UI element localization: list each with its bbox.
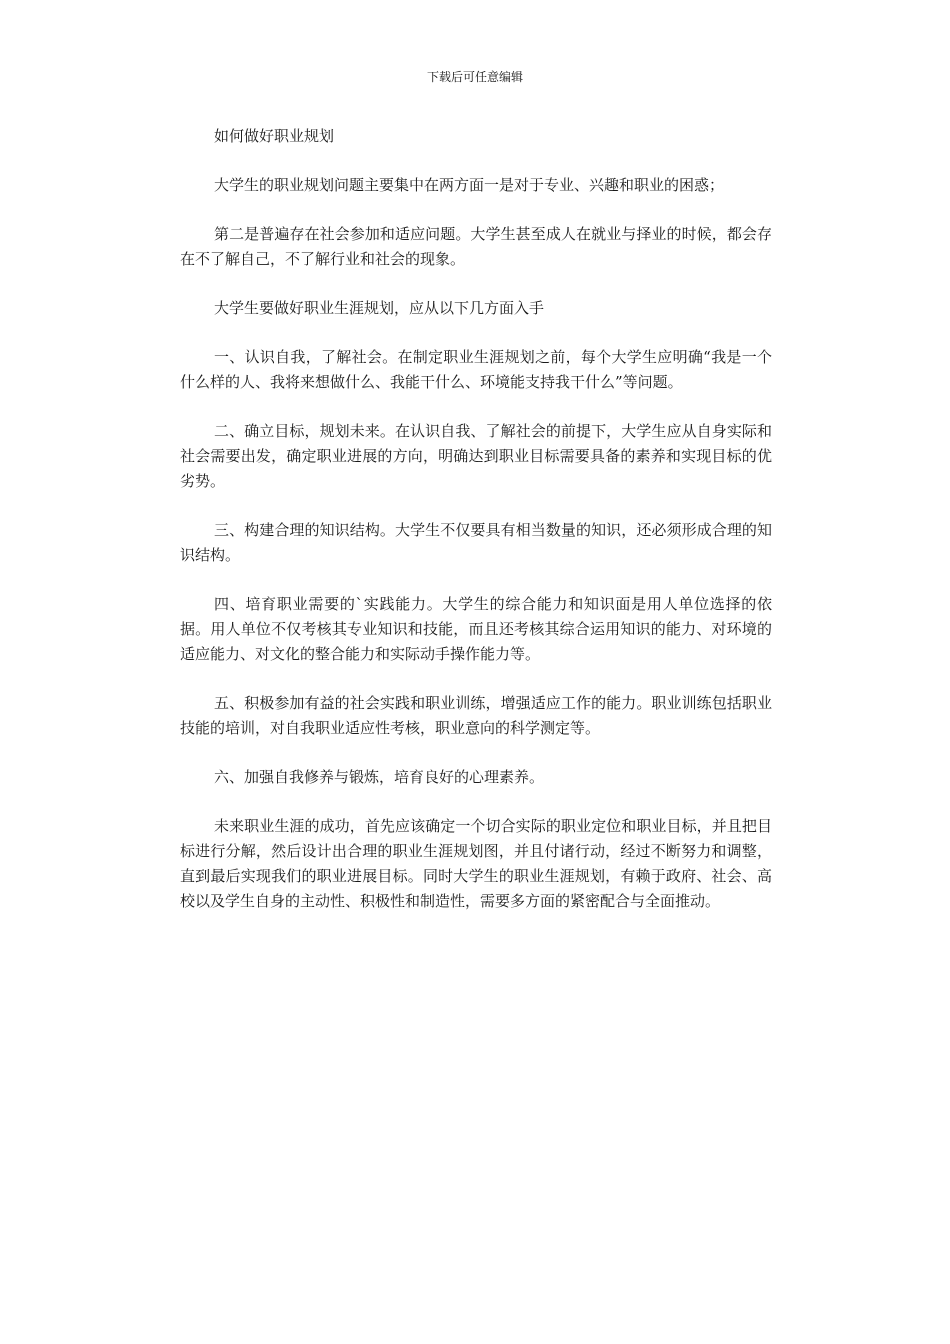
paragraph-1: 大学生的职业规划问题主要集中在两方面一是对于专业、兴趣和职业的困惑；: [214, 176, 725, 194]
paragraph-5: 二、确立目标，规划未来。在认识自我、了解社会的前提下，大学生应从自身实际和社会需要出发，确定职业进展的方向，明确达到职业目标需要具备的素养和实现目标的优劣势。: [180, 422, 772, 490]
paragraph-2: 第二是普遍存在社会参加和适应问题。大学生甚至成人在就业与择业的时候，都会存在不了解自己，不了解行业和社会的现象。: [180, 225, 772, 268]
paragraph-7: 四、培育职业需要的`实践能力。大学生的综合能力和知识面是用人单位选择的依据。用人单位不仅考核其专业知识和技能，而且还考核其综合运用知识的能力、对环境的适应能力、对文化的整合能力和实际动手操作能力等。: [180, 595, 772, 663]
document-body: [180, 124, 772, 938]
paragraph-9: 六、加强自我修养与锻炼，培育良好的心理素养。: [214, 768, 545, 786]
paragraph-6: 三、构建合理的知识结构。大学生不仅要具有相当数量的知识，还必须形成合理的知识结构。: [180, 521, 772, 564]
document-title: 如何做好职业规划: [214, 127, 335, 145]
paragraph-8: 五、积极参加有益的社会实践和职业训练，增强适应工作的能力。职业训练包括职业技能的培训，对自我职业适应性考核，职业意向的科学测定等。: [180, 694, 772, 737]
paragraph-4: 一、认识自我，了解社会。在制定职业生涯规划之前，每个大学生应明确“我是一个什么样的人、我将来想做什么、我能干什么、环境能支持我干什么”等问题。: [180, 348, 772, 391]
header-note: 下载后可任意编辑: [426, 70, 523, 84]
paragraph-3: 大学生要做好职业生涯规划，应从以下几方面入手: [214, 299, 545, 317]
paragraph-10: 未来职业生涯的成功，首先应该确定一个切合实际的职业定位和职业目标，并且把目标进行分解，然后设计出合理的职业生涯规划图，并且付诸行动，经过不断努力和调整，直到最后实现我们的职业进展目标。同时大学生的职业生涯规划，有赖于政府、社会、高校以及学生自身的主动性、积极性和制造性，需要多方面的紧密配合与全面推动。: [180, 817, 772, 910]
